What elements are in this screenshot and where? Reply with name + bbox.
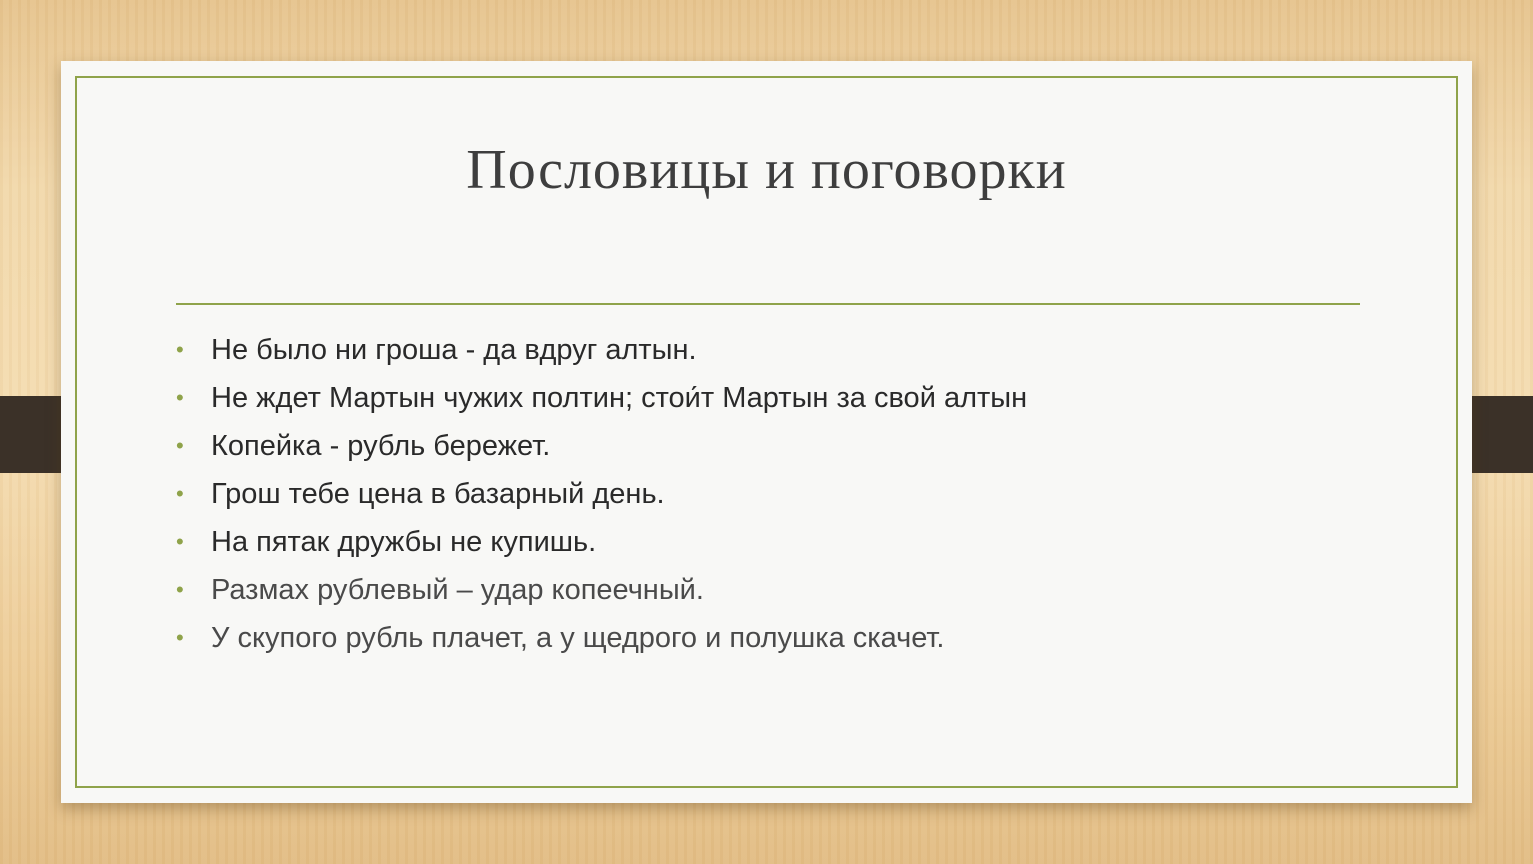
bullet-icon: • bbox=[176, 529, 184, 554]
bullet-icon: • bbox=[176, 481, 184, 506]
proverb-text: Копейка - рубль бережет. bbox=[211, 430, 551, 462]
bullet-icon: • bbox=[176, 385, 184, 410]
title-divider bbox=[176, 303, 1360, 305]
proverb-text: Грош тебе цена в базарный день. bbox=[211, 478, 665, 510]
bullet-icon: • bbox=[176, 577, 184, 602]
proverb-text: Не ждет Мартын чужих полтин; стои́т Мартын за свой алтын bbox=[211, 382, 1028, 414]
proverb-text: На пятак дружбы не купишь. bbox=[211, 526, 597, 558]
bullet-icon: • bbox=[176, 433, 184, 458]
slide-title: Пословицы и поговорки bbox=[466, 139, 1067, 201]
proverb-text: Размах рублевый – удар копеечный. bbox=[211, 574, 704, 606]
bullet-icon: • bbox=[176, 337, 184, 362]
proverb-text: У скупого рубль плачет, а у щедрого и полушка скачет. bbox=[211, 622, 945, 654]
proverb-text: Не было ни гроша - да вдруг алтын. bbox=[211, 334, 697, 366]
bullet-icon: • bbox=[176, 625, 184, 650]
